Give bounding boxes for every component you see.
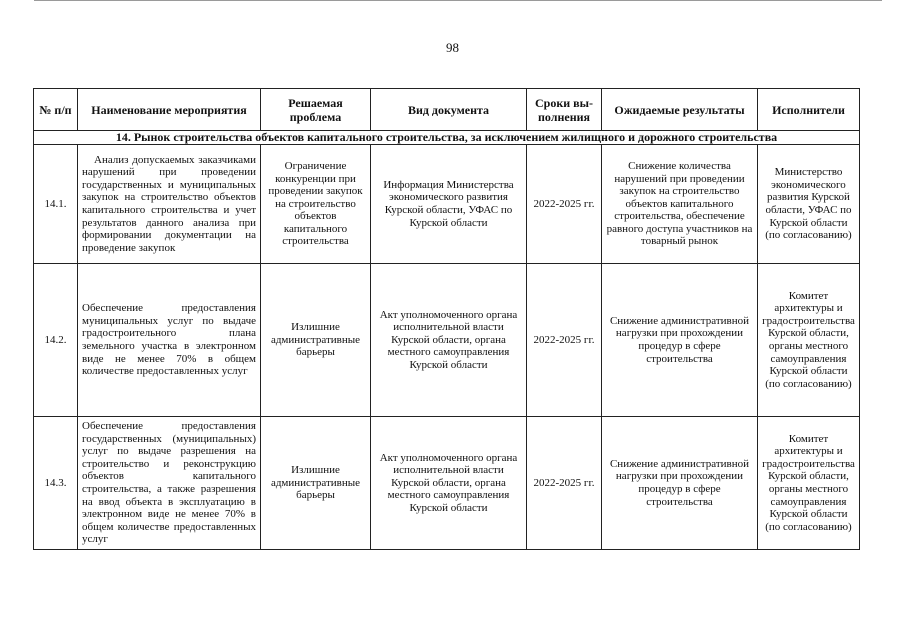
page-number: 98 (446, 40, 459, 55)
row-executors: Комитет архитектуры и градостроительства Курской области, органы местного самоуправления Курской области (по согласованию) (758, 417, 860, 550)
row-num: 14.2. (34, 264, 78, 417)
row-executors: Комитет архитектуры и градостроительства Курской области, органы местного самоуправления Курской области (по согласованию) (758, 264, 860, 417)
row-doc-type: Информация Министерства экономического развития Курской области, УФАС по Курской области (371, 145, 527, 264)
row-doc-type: Акт уполномоченного органа исполнительной власти Курской области, органа местного самоуправления Курской области (371, 264, 527, 417)
row-num: 14.1. (34, 145, 78, 264)
header-problem: Решаемая проблема (261, 89, 371, 131)
header-executors: Исполнители (758, 89, 860, 131)
section-row (34, 131, 860, 145)
header-results: Ожидаемые результаты (602, 89, 758, 131)
table-row (34, 145, 860, 264)
row-deadline: 2022-2025 гг. (527, 417, 602, 550)
row-doc-type: Акт уполномоченного органа исполнительной власти Курской области, органа местного самоуправления Курской области (371, 417, 527, 550)
header-doc-type: Вид документа (371, 89, 527, 131)
table-row (34, 417, 860, 550)
section-title: 14. Рынок строительства объектов капитального строительства, за исключением жилищного и дорожного строительства (34, 131, 860, 145)
row-results: Снижение административной нагрузки при прохождении процедур в сфере строительства (602, 417, 758, 550)
row-name: Обеспечение предоставления государственных (муниципальных) услуг по выдаче разрешения на строительство и реконструкцию объектов капитального строительства, а также разрешения на ввод объекта в эксплуатацию в электронном виде не менее 70% в общем количестве предоставленных услуг (78, 417, 261, 550)
row-deadline: 2022-2025 гг. (527, 264, 602, 417)
header-name: Наименование мероприятия (78, 89, 261, 131)
measures-table (33, 88, 860, 550)
row-name: Анализ допускаемых заказчиками нарушений при проведении государственных и муниципальных закупок на строительство объектов капитального строительства и учет результатов данного анализа при формировании документации на проведение закупок (78, 145, 261, 264)
header-row (34, 89, 860, 131)
header-deadline: Сроки вы-полнения (527, 89, 602, 131)
row-problem: Излишние административные барьеры (261, 417, 371, 550)
table-row (34, 264, 860, 417)
header-num: № п/п (34, 89, 78, 131)
row-name: Обеспечение предоставления муниципальных услуг по выдаче градостроительного плана земельного участка в электронном виде не менее 70% в общем количестве предоставленных услуг (78, 264, 261, 417)
top-rule (34, 0, 882, 1)
row-executors: Министерство экономического развития Курской области, УФАС по Курской области (по согласованию) (758, 145, 860, 264)
row-deadline: 2022-2025 гг. (527, 145, 602, 264)
row-problem: Излишние административные барьеры (261, 264, 371, 417)
row-results: Снижение административной нагрузки при прохождении процедур в сфере строительства (602, 264, 758, 417)
row-problem: Ограничение конкуренции при проведении закупок на строительство объектов капитального строительства (261, 145, 371, 264)
row-results: Снижение количества нарушений при проведении закупок на строительство объектов капитального строительства, обеспечение равного доступа участников на товарный рынок (602, 145, 758, 264)
row-num: 14.3. (34, 417, 78, 550)
